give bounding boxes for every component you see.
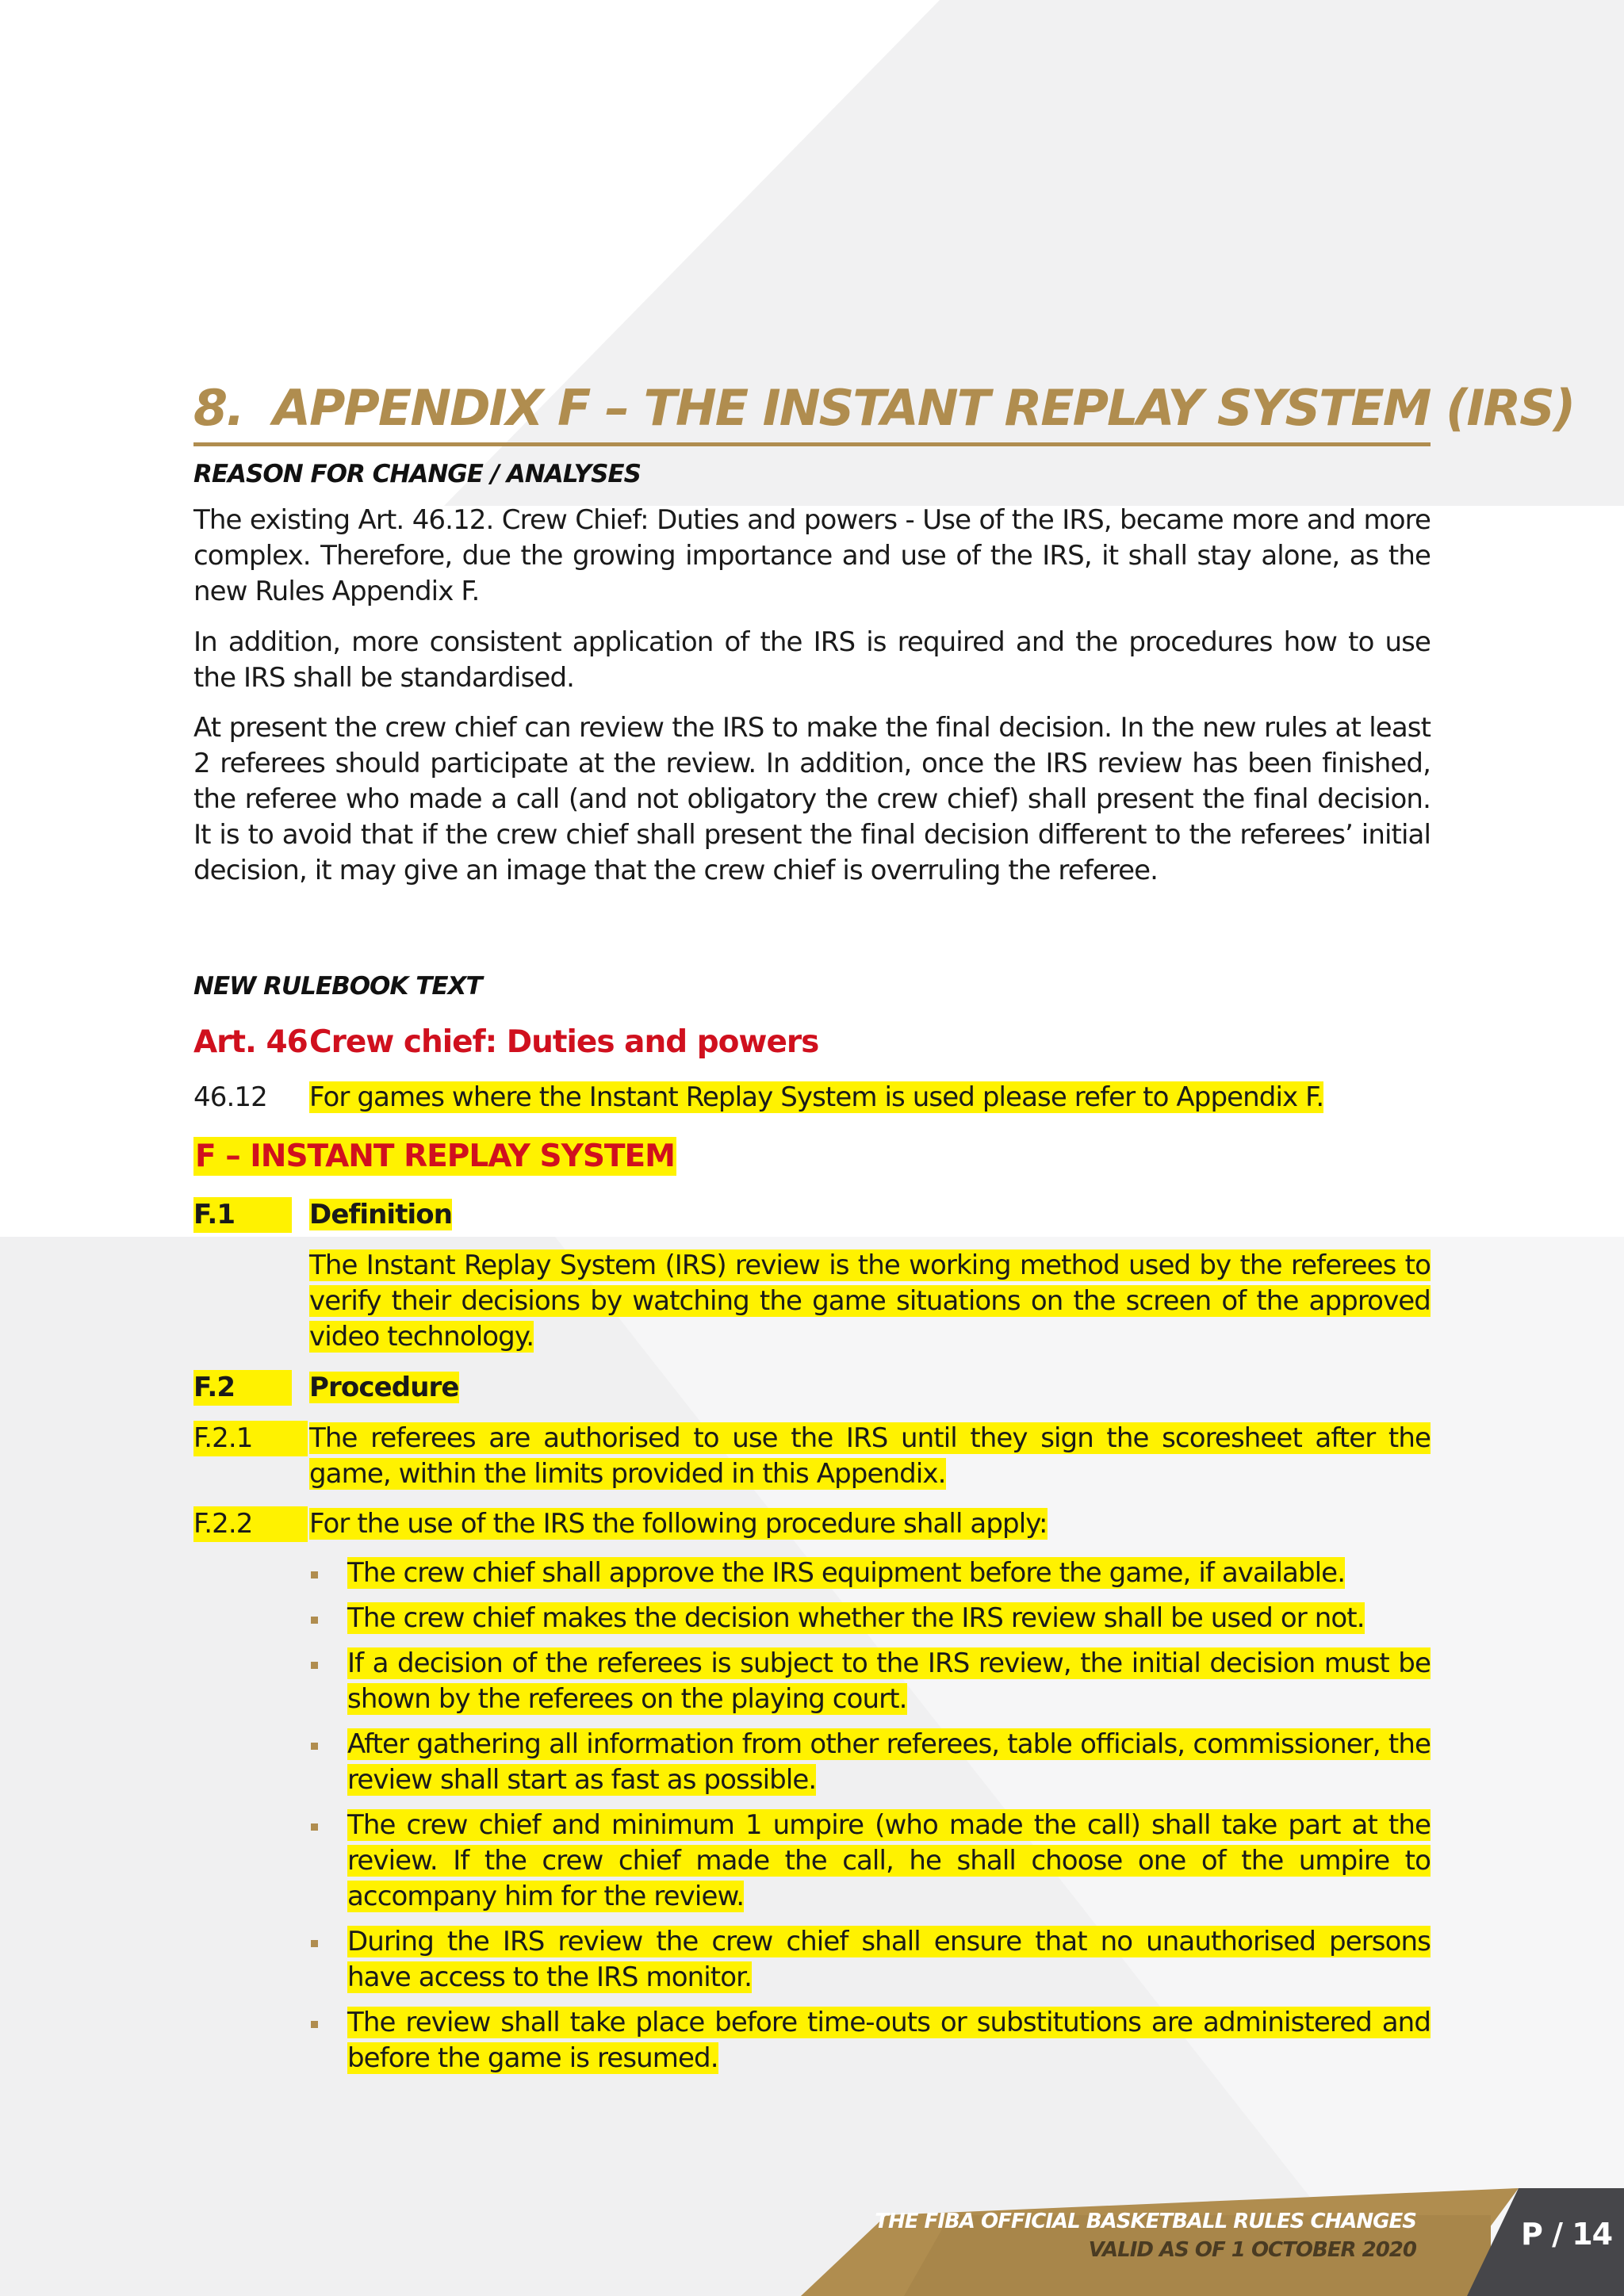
bullet-square-icon — [311, 1743, 318, 1750]
article-title: Crew chief: Duties and powers — [309, 1024, 819, 1060]
list-item: The crew chief and minimum 1 umpire (who made the call) shall take part at the review. If the crew chief made the call, he shall choose one of the umpire to accompany him for the review. — [309, 1808, 1431, 1915]
list-item: During the IRS review the crew chief shall ensure that no unauthorised persons have access to the IRS monitor. — [309, 1924, 1431, 1996]
footer-title — [875, 2207, 1416, 2264]
reason-paragraph-2: In addition, more consistent application of the IRS is required and the procedures how to use the IRS shall be standardised. — [193, 626, 1431, 694]
f1-text: The Instant Replay System (IRS) review is the working method used by the referees to verify their decisions by watching the game situations on the screen of the approved video technology. — [309, 1249, 1431, 1353]
f1-label: F.1 — [193, 1197, 292, 1233]
list-item: If a decision of the referees is subject to the IRS review, the initial decision must be shown by the referees on the playing court. — [309, 1646, 1431, 1717]
section-title: APPENDIX F – THE INSTANT REPLAY SYSTEM (IRS) — [273, 379, 1575, 437]
new-rulebook-label: NEW RULEBOOK TEXT — [193, 972, 482, 1001]
bullet-square-icon — [311, 1823, 318, 1831]
f2-title: Procedure — [309, 1372, 459, 1403]
f1-title: Definition — [309, 1199, 453, 1230]
rule-f22 — [193, 1506, 1431, 1546]
article-heading — [193, 1024, 818, 1060]
footer-line-2: VALID AS OF 1 OCTOBER 2020 — [1088, 2238, 1416, 2262]
reason-paragraph-1: The existing Art. 46.12. Crew Chief: Duties and powers - Use of the IRS, became more and more complex. Therefore, due the growing importance and use of the IRS, it shall stay alone, as the new Rules Appendix F. — [193, 504, 1431, 607]
f1-definition — [193, 1248, 1431, 1359]
bullet-square-icon — [311, 2021, 318, 2028]
article-number: Art. 46 — [193, 1024, 308, 1060]
f22-label: F.2.2 — [193, 1506, 308, 1542]
f2-heading — [193, 1370, 1431, 1410]
procedure-list — [309, 1556, 1431, 2086]
reason-paragraph-3: At present the crew chief can review the IRS to make the final decision. In the new rules at least 2 referees should participate at the review. In addition, once the IRS review has been finished, the referee who made a call (and not obligatory the crew chief) shall present the final decision. It is to avoid that if the crew chief shall present the final decision different to the referees’ initial decision, it may give an image that the crew chief is overruling the referee. — [193, 712, 1431, 886]
appendix-title: F – INSTANT REPLAY SYSTEM — [195, 1138, 675, 1174]
list-item: The review shall take place before time-outs or substitutions are administered and before the game is resumed. — [309, 2005, 1431, 2076]
section-number: 8. — [193, 379, 243, 437]
f1-heading — [193, 1197, 1431, 1237]
page-number: P / 14 — [1521, 2217, 1613, 2252]
rule-46-12 — [193, 1080, 1431, 1119]
reason-label: REASON FOR CHANGE / ANALYSES — [193, 460, 641, 488]
footer-line-1: THE FIBA OFFICIAL BASKETBALL RULES CHANGES — [875, 2210, 1416, 2233]
rule-46-12-text: For games where the Instant Replay System is used please refer to Appendix F. — [309, 1081, 1324, 1113]
f2-label: F.2 — [193, 1370, 292, 1406]
list-item: The crew chief shall approve the IRS equipment before the game, if available. — [309, 1556, 1431, 1591]
rule-f21 — [193, 1421, 1431, 1496]
list-item: The crew chief makes the decision whether the IRS review shall be used or not. — [309, 1601, 1431, 1636]
f22-text: For the use of the IRS the following procedure shall apply: — [309, 1508, 1048, 1540]
rule-46-12-label: 46.12 — [193, 1081, 267, 1113]
list-item: After gathering all information from other referees, table officials, commissioner, the review shall start as fast as possible. — [309, 1727, 1431, 1798]
bullet-square-icon — [311, 1617, 318, 1624]
f21-label: F.2.1 — [193, 1421, 308, 1456]
bullet-square-icon — [311, 1571, 318, 1578]
bullet-square-icon — [311, 1662, 318, 1669]
bullet-square-icon — [311, 1940, 318, 1947]
f21-text: The referees are authorised to use the IRS until they sign the scoresheet after the game, within the limits provided in this Appendix. — [309, 1422, 1431, 1490]
section-heading — [193, 373, 1575, 446]
